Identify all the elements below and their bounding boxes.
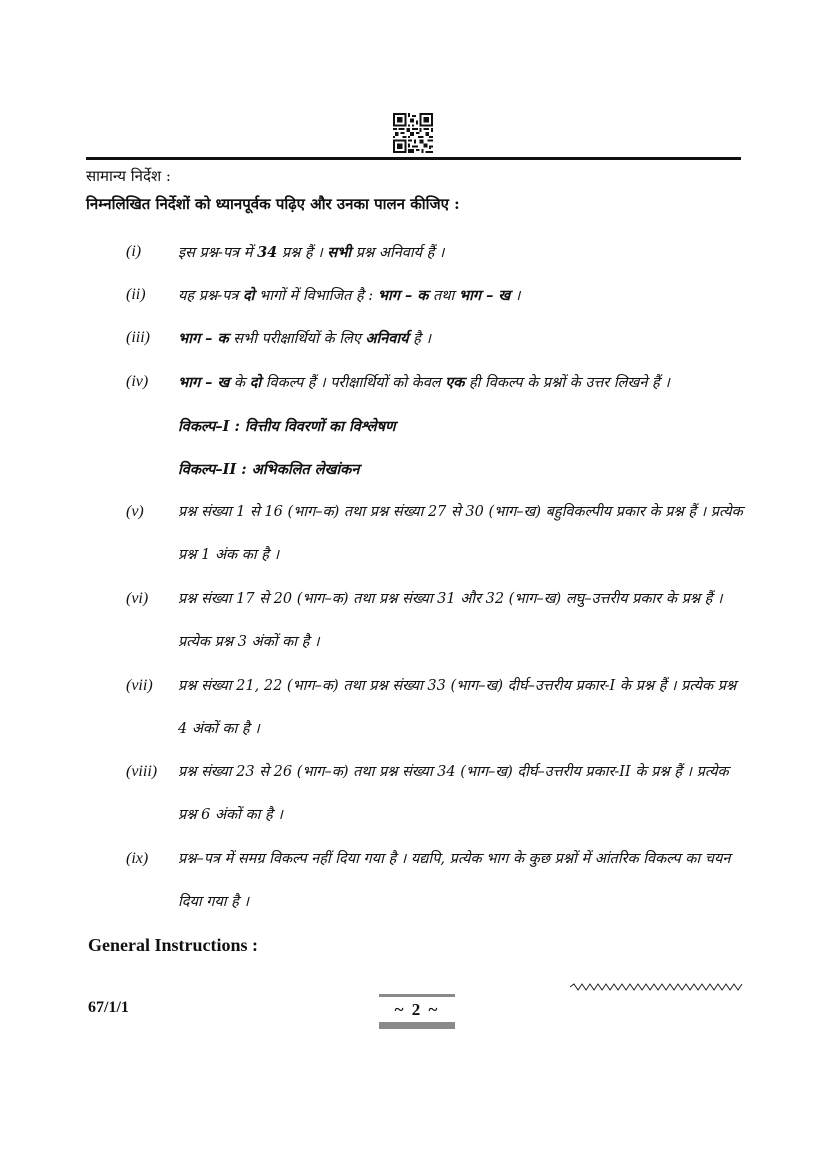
item-text: प्रश्न संख्या 23 से 26 (भाग–क) तथा प्रश्न संख्या 34 (भाग–ख) दीर्घ–उत्तरीय प्रकार-II के प्रश्न हैं । प्रत्येक प्रश्न 6 अंकों का है । [178,764,729,823]
qr-code-icon [393,113,433,153]
item-text: प्रश्न संख्या 21, 22 (भाग–क) तथा प्रश्न संख्या 33 (भाग–ख) दीर्घ–उत्तरीय प्रकार-I के प्रश्न हैं । प्रत्येक प्रश्न 4 अंकों का है । [178,678,737,737]
page-number-box [379,994,455,1030]
wavy-line-decoration [570,982,746,992]
item-text: प्रश्न संख्या 17 से 20 (भाग–क) तथा प्रश्न संख्या 31 और 32 (भाग–ख) लघु–उत्तरीय प्रकार के प्रश्न हैं । प्रत्येक प्रश्न 3 अंकों का है । [178,591,723,650]
item-number: (iv) [126,373,149,390]
page-number-bottom-bar [379,1022,455,1029]
item-text: इस प्रश्न-पत्र में 34 प्रश्न हैं । सभी प्रश्न अनिवार्य हैं । [178,244,445,261]
option-2-label: विकल्प–II : अभिकलित लेखांकन [178,461,360,478]
item-number: (v) [126,503,144,520]
item-text: भाग – क सभी परीक्षार्थियों के लिए अनिवार्य है । [178,330,431,347]
item-number: (ii) [126,286,146,303]
item-number: (vii) [126,677,153,694]
option-1-label: विकल्प–I : वित्तीय विवरणों का विश्लेषण [178,418,396,435]
item-number: (ix) [126,850,149,867]
hindi-instructions-heading: सामान्य निर्देश : [86,167,171,185]
paper-code: 67/1/1 [88,999,129,1016]
page-number: ~ 2 ~ [394,1000,440,1019]
page-number-top-bar [379,994,455,997]
item-number: (vi) [126,590,149,607]
item-number: (iii) [126,329,150,346]
item-text: प्रश्न–पत्र में समग्र विकल्प नहीं दिया गया है । यद्यपि, प्रत्येक भाग के कुछ प्रश्नों में आंतरिक विकल्प का चयन दिया गया है । [178,851,731,910]
general-instructions-heading: General Instructions : [88,935,258,955]
item-number: (viii) [126,763,158,780]
item-number: (i) [126,243,142,260]
item-text: भाग – ख के दो विकल्प हैं । परीक्षार्थियों को केवल एक ही विकल्प के प्रश्नों के उत्तर लिखने हैं । [178,374,670,391]
header-rule [86,157,741,160]
item-text: यह प्रश्न-पत्र दो भागों में विभाजित है : भाग – क तथा भाग – ख । [178,287,521,304]
item-text: प्रश्न संख्या 1 से 16 (भाग–क) तथा प्रश्न संख्या 27 से 30 (भाग–ख) बहुविकल्पीय प्रकार के प्रश्न हैं । प्रत्येक प्रश्न 1 अंक का है । [178,504,743,563]
hindi-instructions-subheading: निम्नलिखित निर्देशों को ध्यानपूर्वक पढ़िए और उनका पालन कीजिए : [86,195,460,213]
